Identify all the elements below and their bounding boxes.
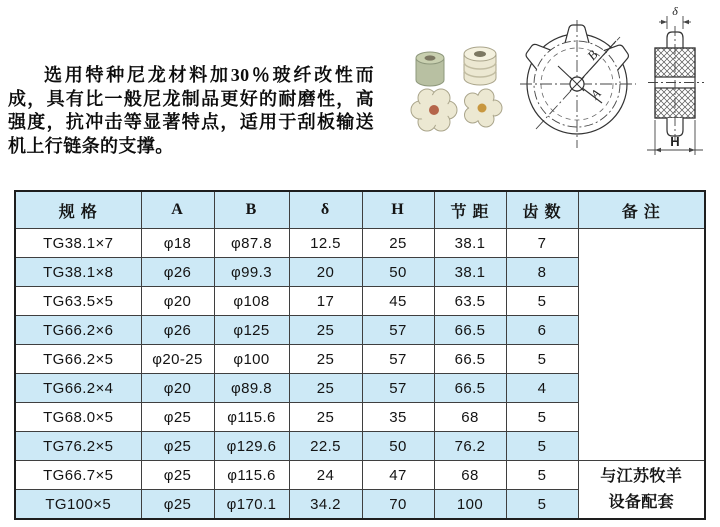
b-cell: φ108 — [214, 287, 289, 316]
delta-cell: 17 — [289, 287, 362, 316]
remark-empty-cell — [578, 229, 705, 461]
star-sprocket-part-right — [465, 89, 503, 127]
delta-cell: 25 — [289, 374, 362, 403]
teeth-cell: 5 — [506, 287, 578, 316]
b-cell: φ87.8 — [214, 229, 289, 258]
h-cell: 47 — [362, 461, 434, 490]
table-row — [15, 229, 705, 258]
spec-cell: TG66.2×4 — [15, 374, 141, 403]
spec-cell: TG63.5×5 — [15, 287, 141, 316]
delta-cell: 25 — [289, 403, 362, 432]
pitch-cell: 38.1 — [434, 258, 506, 287]
a-cell: φ25 — [141, 461, 214, 490]
a-cell: φ20-25 — [141, 345, 214, 374]
label-delta: δ — [672, 4, 678, 18]
h-cell: 70 — [362, 490, 434, 520]
spec-cell: TG66.2×6 — [15, 316, 141, 345]
h-cell: 45 — [362, 287, 434, 316]
star-sprocket-part-left — [411, 89, 457, 131]
table-header-row — [15, 191, 705, 229]
delta-cell: 25 — [289, 345, 362, 374]
a-cell: φ25 — [141, 432, 214, 461]
a-cell: φ20 — [141, 287, 214, 316]
b-cell: φ115.6 — [214, 403, 289, 432]
spec-cell: TG100×5 — [15, 490, 141, 520]
table-row — [15, 461, 705, 490]
teeth-cell: 4 — [506, 374, 578, 403]
pitch-cell: 66.5 — [434, 345, 506, 374]
header-pitch: 节 距 — [434, 191, 506, 229]
teeth-cell: 5 — [506, 345, 578, 374]
b-cell: φ89.8 — [214, 374, 289, 403]
b-cell: φ125 — [214, 316, 289, 345]
a-cell: φ20 — [141, 374, 214, 403]
b-cell: φ170.1 — [214, 490, 289, 520]
a-cell: φ18 — [141, 229, 214, 258]
teeth-cell: 5 — [506, 461, 578, 490]
remark-cell — [578, 461, 705, 520]
front-view-drawing — [516, 14, 640, 150]
delta-cell: 24 — [289, 461, 362, 490]
pitch-cell: 66.5 — [434, 374, 506, 403]
a-cell: φ25 — [141, 490, 214, 520]
teeth-cell: 8 — [506, 258, 578, 287]
label-H: H — [670, 134, 680, 149]
b-cell: φ99.3 — [214, 258, 289, 287]
header-remark: 备 注 — [578, 191, 705, 229]
a-cell: φ25 — [141, 403, 214, 432]
h-cell: 57 — [362, 345, 434, 374]
delta-cell: 22.5 — [289, 432, 362, 461]
large-cylinder-part — [464, 47, 496, 85]
a-cell: φ26 — [141, 258, 214, 287]
spec-cell: TG66.7×5 — [15, 461, 141, 490]
pitch-cell: 38.1 — [434, 229, 506, 258]
spec-cell: TG76.2×5 — [15, 432, 141, 461]
side-view-drawing — [646, 2, 710, 162]
delta-cell: 25 — [289, 316, 362, 345]
teeth-cell: 5 — [506, 490, 578, 520]
intro-paragraph: 选用特种尼龙材料加30％玻纤改性而成，具有比一般尼龙制品更好的耐磨性，高强度，抗冲击等显著特点，适用于刮板输送机上行链条的支撑。 — [8, 65, 374, 156]
pitch-cell: 100 — [434, 490, 506, 520]
teeth-cell: 6 — [506, 316, 578, 345]
header-b: B — [214, 191, 289, 229]
header-delta: δ — [289, 191, 362, 229]
spec-cell: TG66.2×5 — [15, 345, 141, 374]
remark-line2: 设备配套 — [608, 493, 675, 511]
h-cell: 50 — [362, 258, 434, 287]
label-A: A — [587, 85, 604, 103]
pitch-cell: 68 — [434, 403, 506, 432]
delta-cell: 20 — [289, 258, 362, 287]
header-h: H — [362, 191, 434, 229]
teeth-cell: 5 — [506, 432, 578, 461]
pitch-cell: 63.5 — [434, 287, 506, 316]
delta-cell: 12.5 — [289, 229, 362, 258]
h-cell: 57 — [362, 316, 434, 345]
b-cell: φ115.6 — [214, 461, 289, 490]
header-teeth: 齿 数 — [506, 191, 578, 229]
h-cell: 35 — [362, 403, 434, 432]
h-cell: 25 — [362, 229, 434, 258]
h-cell: 57 — [362, 374, 434, 403]
spec-cell: TG68.0×5 — [15, 403, 141, 432]
header-spec: 规 格 — [15, 191, 141, 229]
pitch-cell: 68 — [434, 461, 506, 490]
teeth-cell: 5 — [506, 403, 578, 432]
remark-line1: 与江苏牧羊 — [600, 467, 683, 485]
spec-cell: TG38.1×7 — [15, 229, 141, 258]
delta-cell: 34.2 — [289, 490, 362, 520]
product-photo — [404, 24, 519, 136]
pitch-cell: 66.5 — [434, 316, 506, 345]
spec-table — [14, 190, 706, 520]
b-cell: φ129.6 — [214, 432, 289, 461]
header-a: A — [141, 191, 214, 229]
spec-cell: TG38.1×8 — [15, 258, 141, 287]
small-cylinder-part — [416, 52, 444, 86]
a-cell: φ26 — [141, 316, 214, 345]
h-cell: 50 — [362, 432, 434, 461]
label-B: B — [584, 47, 601, 64]
pitch-cell: 76.2 — [434, 432, 506, 461]
b-cell: φ100 — [214, 345, 289, 374]
teeth-cell: 7 — [506, 229, 578, 258]
